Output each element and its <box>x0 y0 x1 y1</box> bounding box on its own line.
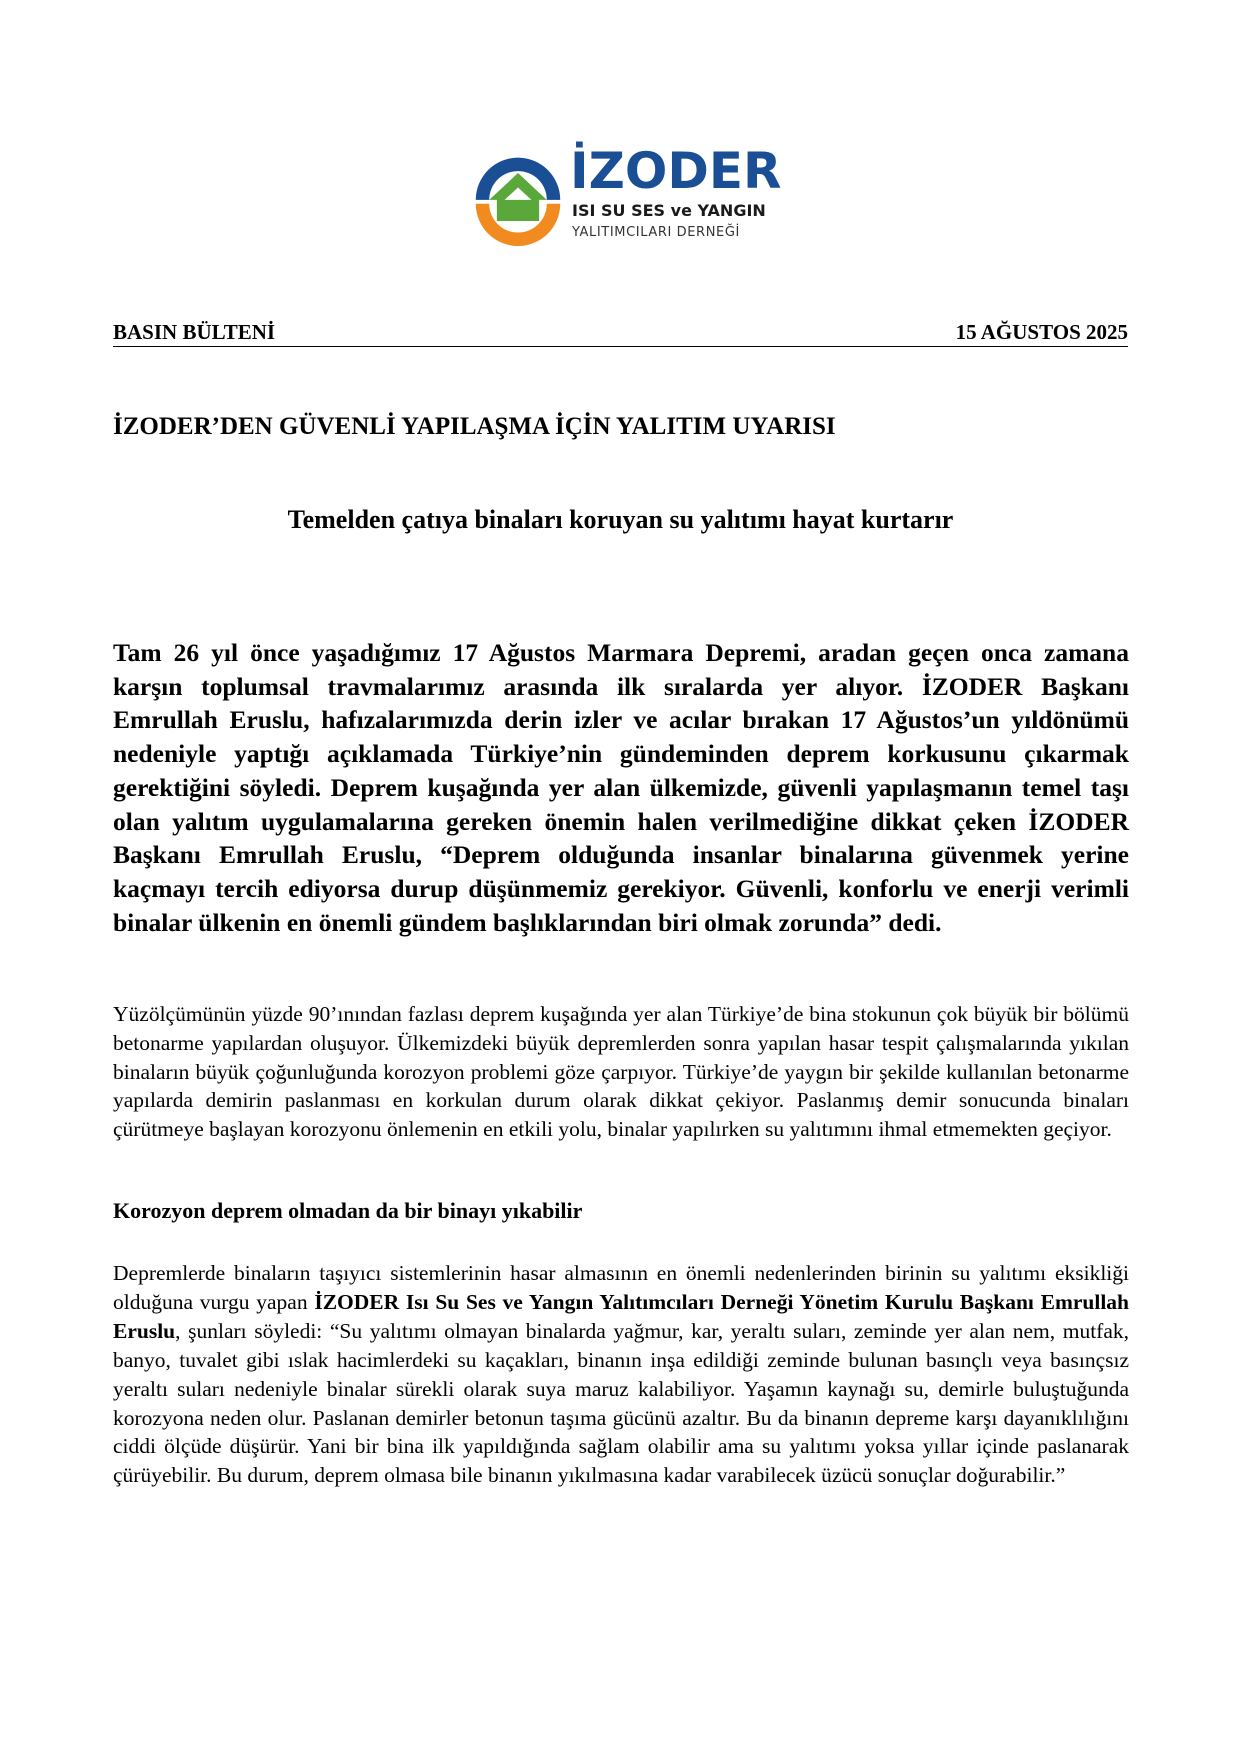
logo-brand-text: İZODER <box>570 142 782 200</box>
lead-paragraph: Tam 26 yıl önce yaşadığımız 17 Ağustos Marmara Depremi, aradan geçen onca zamana karşın toplumsal travmalarımız arasında ilk sıralarda yer alıyor. İZODER Başkanı Emrullah Eruslu, hafızalarımızda derin izler ve acılar bırakan 17 Ağustos’un yıldönümü nedeniyle yaptığı açıklamada Türkiye’nin gündeminden deprem korkusunu çıkarmak gerektiğini söyledi. Deprem kuşağında yer alan ülkemizde, güvenli yapılaşmanın temel taşı olan yalıtım uygulamalarına gereken önemin halen verilmediğine dikkat çeken İZODER Başkanı Emrullah Eruslu, “Deprem olduğunda insanlar binalarına güvenmek yerine kaçmayı tercih ediyorsa durup düşünmemiz gerekiyor. Güvenli, konforlu ve enerji verimli binalar ülkenin en önemli gündem başlıklarından biri olmak zorunda” dedi. <box>113 638 1129 937</box>
body-paragraph-1: Yüzölçümünün yüzde 90’ınından fazlası deprem kuşağında yer alan Türkiye’de bina stokunun çok büyük bir bölümü betonarme yapılardan oluşuyor. Ülkemizdeki büyük depremlerden sonra yapılan hasar tespit çalışmalarında yıkılan binaların büyük çoğunluğunda korozyon problemi göze çarpıyor. Türkiye’de yaygın bir şekilde kullanılan betonarme yapılarda demirin paslanması en korkulan durum olarak dikkat çekiyor. Paslanmış demir sonucunda binaları çürütmeye başlayan korozyonu önlemenin en etkili yolu, binalar yapılırken su yalıtımını ihmal etmemekten geçiyor. <box>113 1002 1129 1142</box>
logo-subtitle-1: ISI SU SES ve YANGIN <box>572 201 766 220</box>
section-heading: Korozyon deprem olmadan da bir binayı yıkabilir <box>113 1198 583 1223</box>
body-paragraph-2 <box>113 1259 1129 1490</box>
house-circle-logo-icon <box>470 150 566 246</box>
bulletin-label: BASIN BÜLTENİ <box>113 320 276 344</box>
subtitle: Temelden çatıya binaları koruyan su yalıtımı hayat kurtarır <box>287 505 954 534</box>
logo-subtitle-2: YALITIMCILARI DERNEĞİ <box>572 225 740 240</box>
body-paragraph-2-intro: Depremlerde binaların taşıyıcı sistemlerinin hasar almasının en önemli nedenlerinden birinin su yalıtımı eksikliği olduğuna vurgu yapan <box>113 1261 1129 1314</box>
body-paragraph-2-bold: İZODER Isı Su Ses ve Yangın Yalıtımcıları Derneği Yönetim Kurulu Başkanı Emrullah Eruslu <box>113 1289 1130 1343</box>
bulletin-header <box>113 318 1128 347</box>
body-paragraph-2-quote: , şunları söyledi: “Su yalıtımı olmayan binalarda yağmur, kar, yeraltı suları, zeminde yer alan nem, mutfak, banyo, tuvalet gibi ıslak hacimlerdeki su kaçakları, binanın inşa edildiği zeminde bulunan basınçlı veya basınçsız yeraltı suları nedeniyle binalar sürekli olarak suya maruz kalabiliyor. Yaşamın kaynağı su, demirle buluştuğunda korozyona neden olur. Paslanan demirler betonun taşıma gücünü azaltır. Bu da binanın depreme karşı dayanıklılığını ciddi ölçüde düşürür. Yani bir bina ilk yapıldığında sağlam olabilir ama su yalıtımı yoksa yıllar içinde paslanarak çürüyebilir. Bu durum, deprem olmasa bile binanın yıkılmasına kadar varabilecek üzücü sonuçlar doğurabilir.” <box>113 1318 1129 1488</box>
bulletin-date: 15 AĞUSTOS 2025 <box>955 320 1128 344</box>
izoder-logo <box>470 142 782 248</box>
page-title: İZODER’DEN GÜVENLİ YAPILAŞMA İÇİN YALITIM UYARISI <box>113 413 836 440</box>
